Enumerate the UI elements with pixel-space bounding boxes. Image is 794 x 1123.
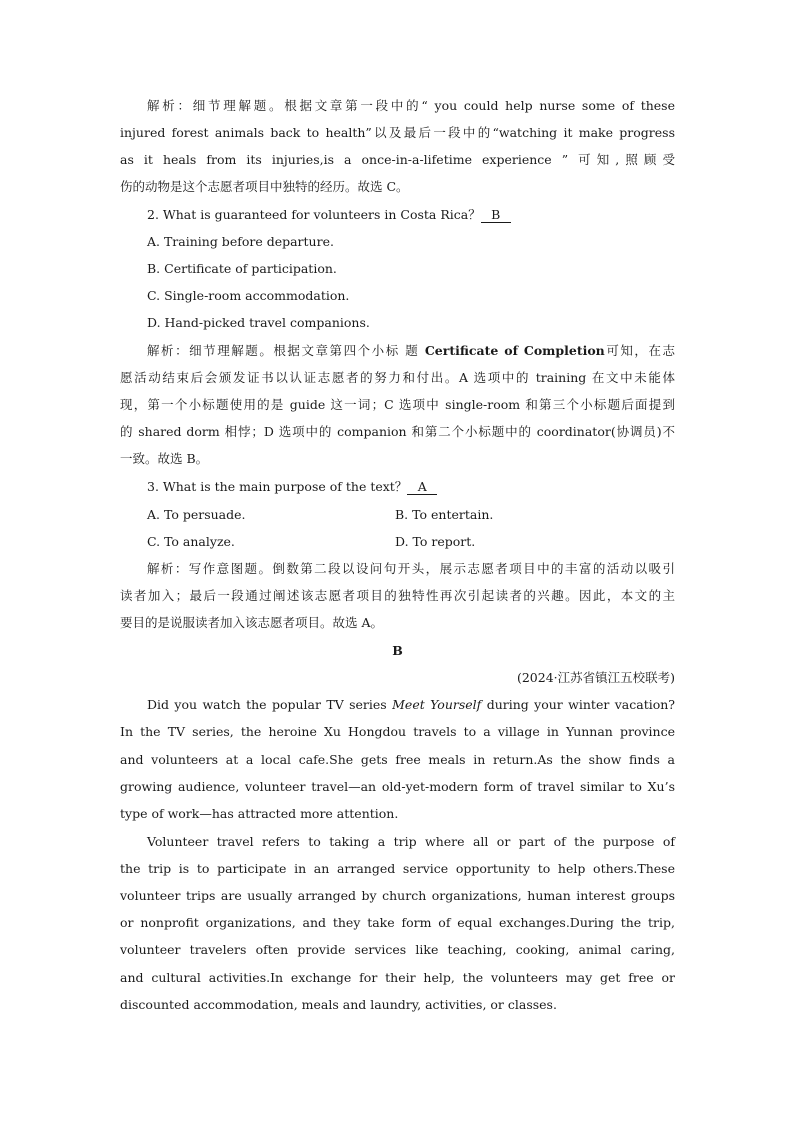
q3-analysis-line: 要目的是说服读者加入该志愿者项目。故选 A。 <box>120 615 384 630</box>
question-2-answer: B <box>481 208 511 223</box>
passage-text: Did you watch the popular TV series <box>147 697 393 712</box>
passage-line: the trip is to participate in an arranged service opportunity to help others.These <box>120 861 675 876</box>
question-3-option-b: B. To entertain. <box>395 507 494 522</box>
q3-analysis-line: 解析：写作意图题。倒数第二段以设问句开头，展示志愿者项目中的丰富的活动以吸引 <box>147 561 675 576</box>
q1-analysis-line: as it heals from its injuries,is a once-in-a-lifetime experience ” 可知,照顾受 <box>120 152 675 167</box>
q3-analysis-line: 读者加入；最后一段通过阐述该志愿者项目的独特性再次引起读者的兴趣。因此，本文的主 <box>120 588 675 603</box>
section-b-source: (2024·江苏省镇江五校联考) <box>516 670 675 685</box>
passage-line: Volunteer travel refers to taking a trip where all or part of the purpose of <box>147 834 675 849</box>
q1-analysis-line: 解析：细节理解题。根据文章第一段中的“ you could help nurse some of these <box>147 98 675 113</box>
q2-analysis-text: 可知，在志 <box>604 343 675 358</box>
passage-text: during your winter vacation? <box>481 697 675 712</box>
passage-line: type of work—has attracted more attention. <box>120 806 399 821</box>
question-2-option-b: B. Certificate of participation. <box>147 261 337 276</box>
question-2-option-a: A. Training before departure. <box>147 234 334 249</box>
question-2-option-c: C. Single-room accommodation. <box>147 288 350 303</box>
q2-analysis-line: 一致。故选 B。 <box>120 451 209 466</box>
question-3-option-c: C. To analyze. <box>147 534 235 549</box>
tv-series-title: Meet Yourself <box>392 697 482 712</box>
q2-analysis-line: 的 shared dorm 相悖；D 选项中的 companion 和第二个小标题中的 coordinator(协调员)不 <box>120 424 675 439</box>
question-3-option-a: A. To persuade. <box>147 507 246 522</box>
passage-line: and cultural activities.In exchange for their help, the volunteers may get free or <box>120 970 675 985</box>
passage-line: and volunteers at a local cafe.She gets free meals in return.As the show finds a <box>120 752 675 767</box>
section-b-heading: B <box>392 643 403 658</box>
question-2-option-d: D. Hand-picked travel companions. <box>147 315 370 330</box>
q2-analysis-line <box>147 343 675 359</box>
q2-analysis-text: 解析：细节理解题。根据文章第四个小标 题 <box>147 343 425 358</box>
passage-line: volunteer travelers often provide services like teaching, cooking, animal caring, <box>120 942 675 957</box>
question-3-option-d: D. To report. <box>395 534 476 549</box>
passage-line: In the TV series, the heroine Xu Hongdou travels to a village in Yunnan province <box>120 724 675 739</box>
q2-analysis-bold-heading: Certificate of Completion <box>424 343 605 358</box>
question-2-stem: 2. What is guaranteed for volunteers in Costa Rica？ <box>147 207 481 222</box>
q2-analysis-line: 现，第一个小标题使用的是 guide 这一词；C 选项中 single-room 和第三个小标题后面提到 <box>120 397 675 412</box>
question-3-stem: 3. What is the main purpose of the text？ <box>147 479 408 494</box>
q2-analysis-line: 愿活动结束后会颁发证书以认证志愿者的努力和付出。A 选项中的 training 在文中未能体 <box>120 370 675 385</box>
question-3-answer: A <box>407 480 437 495</box>
passage-line: or nonprofit organizations, and they take form of equal exchanges.During the trip, <box>120 915 675 930</box>
passage-line: volunteer trips are usually arranged by church organizations, human interest groups <box>120 888 675 903</box>
question-2 <box>147 207 675 223</box>
passage-line: discounted accommodation, meals and laundry, activities, or classes. <box>120 997 557 1012</box>
q1-analysis-line: 伤的动物是这个志愿者项目中独特的经历。故选 C。 <box>120 179 409 194</box>
question-3 <box>147 479 675 495</box>
q1-analysis-line: injured forest animals back to health”以及最后一段中的“watching it make progress <box>120 125 675 140</box>
passage-line <box>147 697 675 713</box>
passage-line: growing audience, volunteer travel—an old-yet-modern form of travel similar to Xu’s <box>120 779 675 794</box>
